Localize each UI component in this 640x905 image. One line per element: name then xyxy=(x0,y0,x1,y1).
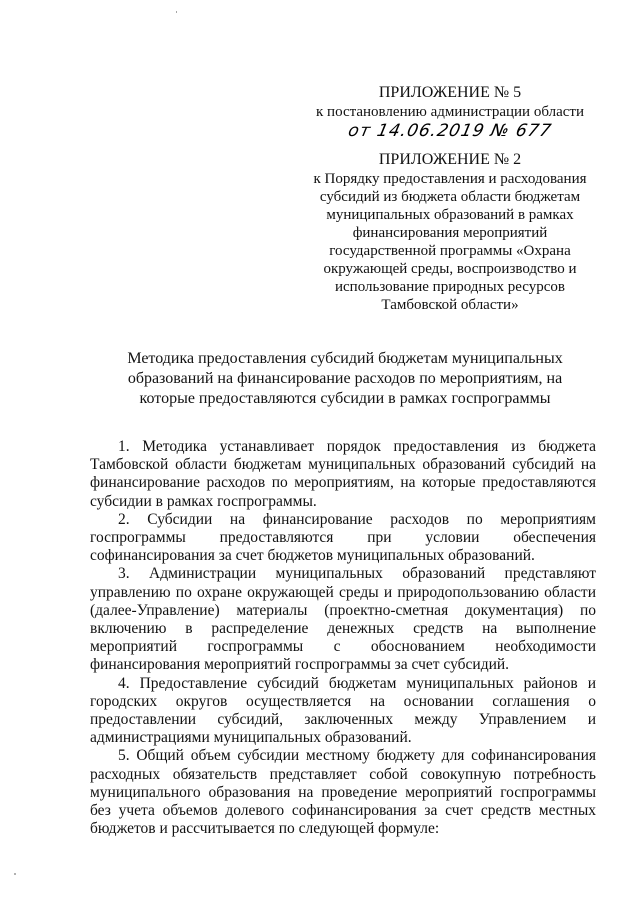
document-body xyxy=(90,438,596,838)
paragraph-5: 5. Общий объем субсидии местному бюджету для софинансирования расходных обязательств представляет собой совокупную потребность муниципального образования на проведение мероприятий госпрограммы без учета объемов долевого софинансирования за счет средств местных бюджетов и рассчитывается по следующей формуле: xyxy=(90,747,596,838)
attachment-2-text: к Порядку предоставления и расходования субсидий из бюджета области бюджетам муниципальных образований в рамках финансирования мероприятий государственной программы «Охрана окружающей среды, воспроизводство и использование природных ресурсов Тамбовской области» xyxy=(313,171,587,313)
attachment-5-block xyxy=(300,83,600,140)
attachment-2-block xyxy=(300,150,600,314)
scan-speck xyxy=(176,11,177,13)
attachment-5-heading: ПРИЛОЖЕНИЕ № 5 xyxy=(378,84,522,101)
paragraph-2: 2. Субсидии на финансирование расходов по мероприятиям госпрограммы предоставляются при условии обеспечения софинансирования за счет бюджетов муниципальных образований. xyxy=(90,510,596,565)
attachment-5-line: к постановлению администрации области xyxy=(316,104,584,120)
paragraph-1: 1. Методика устанавливает порядок предоставления из бюджета Тамбовской области бюджетам муниципальных образований субсидий на финансирование расходов по мероприятиям, на которые предоставляются субсидии в рамках госпрограммы. xyxy=(90,438,596,510)
attachment-2-heading: ПРИЛОЖЕНИЕ № 2 xyxy=(378,151,522,168)
document-title: Методика предоставления субсидий бюджетам муниципальных образований на финансирование расходов по мероприятиям, на которые предоставляются субсидии в рамках госпрограммы xyxy=(127,350,563,407)
paragraph-4: 4. Предоставление субсидий бюджетам муниципальных районов и городских округов осуществляется на основании соглашения о предоставлении субсидий, заключенных между Управлением и администрациями муниципальных образований. xyxy=(90,674,596,747)
paragraph-3: 3. Администрации муниципальных образований представляют управлению по охране окружающей среды и природопользованию области (далее-Управление) материалы (проектно-сметная документация) по включению в распределение денежных средств на выполнение мероприятий госпрограммы с обоснованием необходимости финансирования мероприятий госпрограммы за счет субсидий. xyxy=(90,565,596,674)
handwritten-date-number: от 14.06.2019 № 677 xyxy=(346,121,554,141)
scan-speck xyxy=(14,873,16,875)
